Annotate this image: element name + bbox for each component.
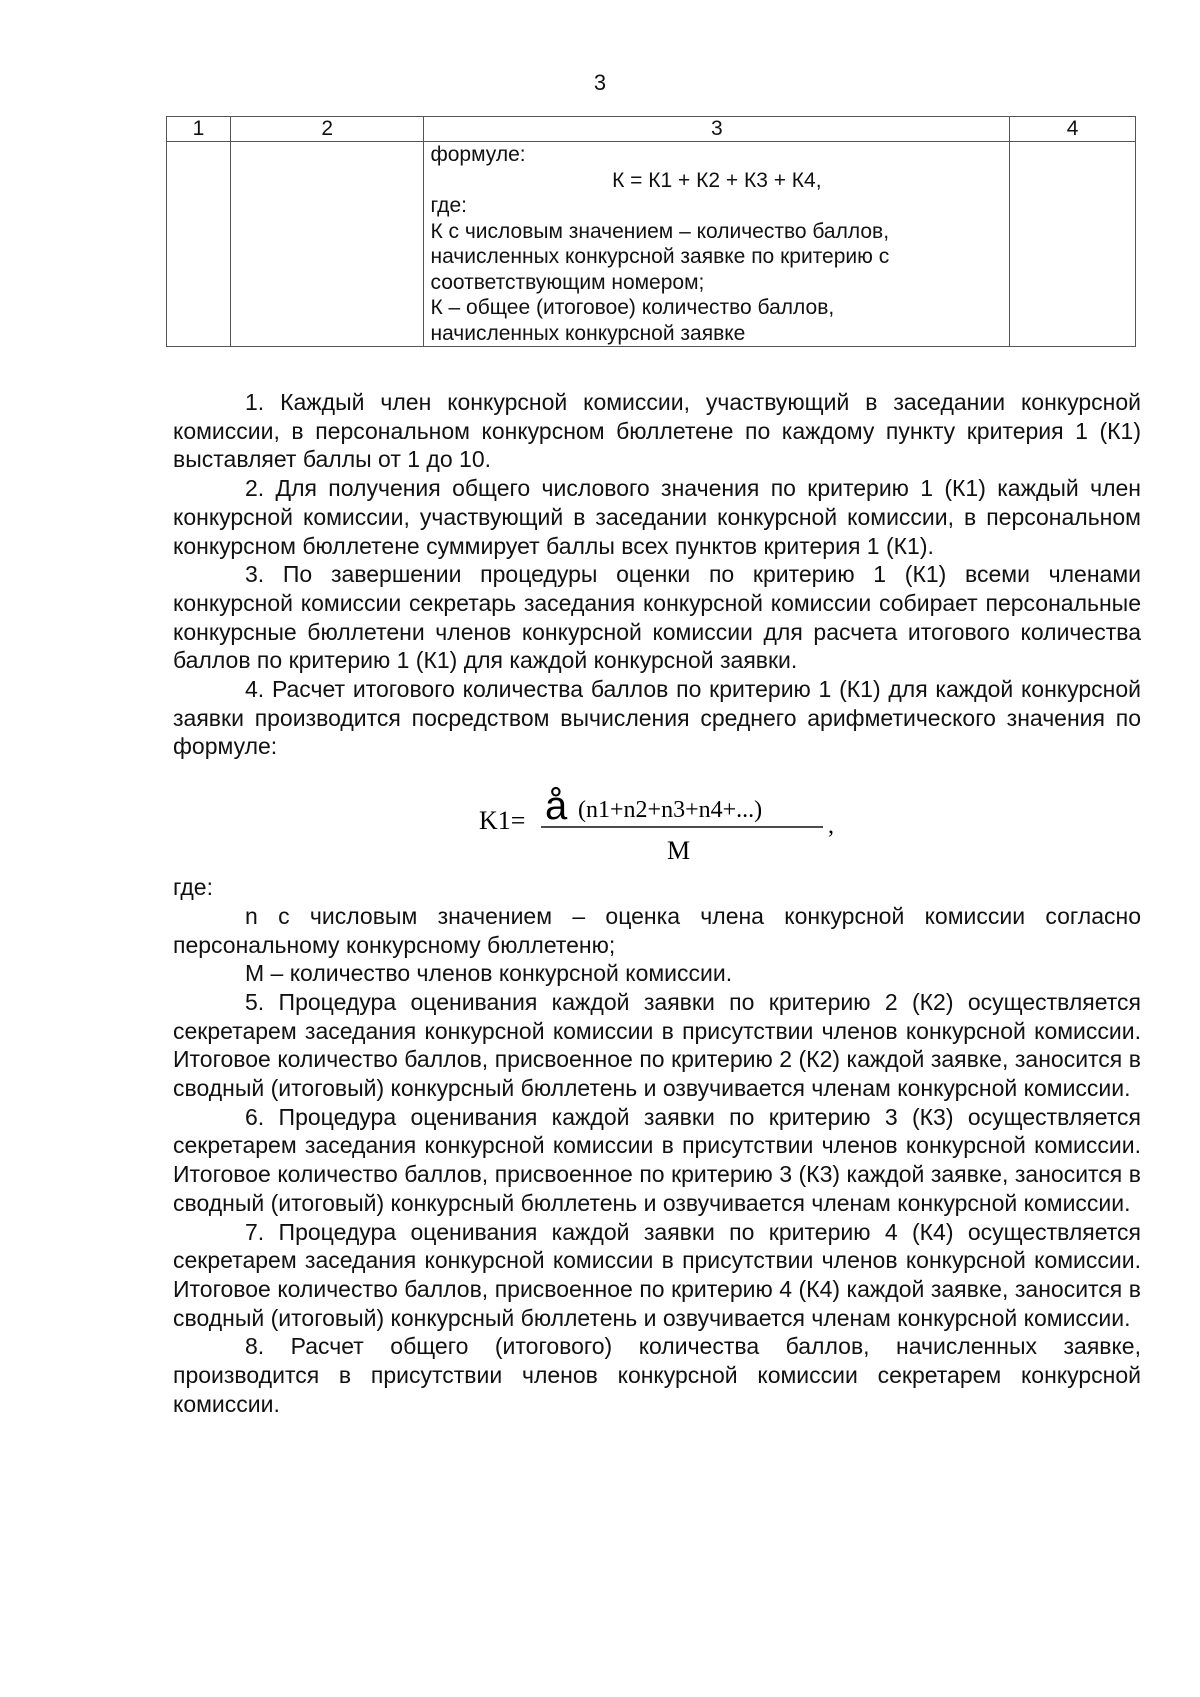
- paragraph-6: 6. Процедура оценивания каждой заявки по критерию 3 (К3) осуществляется секретарем заседания конкурсной комиссии в присутствии членов конкурсной комиссии. Итоговое количество баллов, присвоенное по критерию 3 (К3) каждой заявке, заносится в сводный (итоговый) конкурсный бюллетень и озвучивается членам конкурсной комиссии.: [173, 1103, 1141, 1216]
- formula-sum-sign: å: [545, 784, 568, 829]
- table-header-cell: 1: [167, 117, 231, 142]
- table-header-row: [167, 117, 1136, 142]
- formula-k1: [173, 761, 1141, 873]
- paragraph-2: 2. Для получения общего числового значения по критерию 1 (К1) каждый член конкурсной комиссии, участвующий в заседании конкурсной комиссии, в персональном конкурсном бюллетене суммирует баллы всех пунктов критерия 1 (К1).: [173, 475, 1141, 559]
- table-cell-col3: [424, 142, 1010, 347]
- document-body: [173, 388, 1141, 1419]
- paragraph-m-definition: М – количество членов конкурсной комиссии.: [245, 960, 733, 987]
- cell-line: К с числовым значением – количество баллов,: [430, 219, 890, 243]
- paragraph-3: 3. По завершении процедуры оценки по критерию 1 (К1) всеми членами конкурсной комиссии секретарь заседания конкурсной комиссии собирает персональные конкурсные бюллетени членов конкурсной комиссии для расчета итогового количества баллов по критерию 1 (К1) для каждой конкурсной заявки.: [173, 561, 1141, 674]
- criteria-table: [166, 116, 1136, 347]
- formula-lhs: K1=: [479, 806, 526, 836]
- paragraph-8: 8. Расчет общего (итогового) количества баллов, начисленных заявке, производится в присутствии членов конкурсной комиссии секретарем конкурсной комиссии.: [173, 1333, 1141, 1417]
- formula-numerator: (n1+n2+n3+n4+...): [578, 797, 763, 824]
- cell-formula-line: К = К1 + К2 + К3 + К4,: [612, 168, 822, 192]
- cell-line: начисленных конкурсной заявке: [430, 321, 746, 345]
- paragraph-n-definition: n с числовым значением – оценка члена конкурсной комиссии согласно персональному конкурсному бюллетеню;: [173, 902, 1141, 958]
- table-header-cell: 4: [1010, 117, 1136, 142]
- table-cell-col4: [1010, 142, 1136, 347]
- where-label: где:: [173, 874, 213, 901]
- cell-line: где:: [430, 194, 467, 217]
- table-header-cell: 2: [230, 117, 424, 142]
- paragraph-7: 7. Процедура оценивания каждой заявки по критерию 4 (К4) осуществляется секретарем заседания конкурсной комиссии в присутствии членов конкурсной комиссии. Итоговое количество баллов, присвоенное по критерию 4 (К4) каждой заявке, заносится в сводный (итоговый) конкурсный бюллетень и озвучивается членам конкурсной комиссии.: [173, 1218, 1141, 1331]
- page-number: 3: [593, 70, 607, 95]
- table-row: [167, 142, 1136, 347]
- table-header-cell: 3: [424, 117, 1010, 142]
- paragraph-5: 5. Процедура оценивания каждой заявки по критерию 2 (К2) осуществляется секретарем заседания конкурсной комиссии в присутствии членов конкурсной комиссии. Итоговое количество баллов, присвоенное по критерию 2 (К2) каждой заявке, заносится в сводный (итоговый) конкурсный бюллетень и озвучивается членам конкурсной комиссии.: [173, 988, 1141, 1102]
- cell-line: К – общее (итоговое) количество баллов,: [430, 296, 835, 319]
- cell-line: формуле:: [430, 143, 526, 166]
- cell-line: соответствующим номером;: [430, 270, 705, 294]
- formula-svg: [173, 761, 1141, 873]
- table-cell-col1: [167, 142, 231, 347]
- formula-trailing-comma: ,: [828, 813, 834, 840]
- formula-denominator: M: [667, 836, 691, 866]
- paragraph-4: 4. Расчет итогового количества баллов по критерию 1 (К1) для каждой конкурсной заявки производится посредством вычисления среднего арифметического значения по формуле:: [173, 676, 1141, 760]
- table-cell-col2: [230, 142, 424, 347]
- cell-line: начисленных конкурсной заявке по критерию с: [430, 245, 890, 268]
- paragraph-1: 1. Каждый член конкурсной комиссии, участвующий в заседании конкурсной комиссии, в персональном конкурсном бюллетене по каждому пункту критерия 1 (К1) выставляет баллы от 1 до 10.: [173, 389, 1141, 473]
